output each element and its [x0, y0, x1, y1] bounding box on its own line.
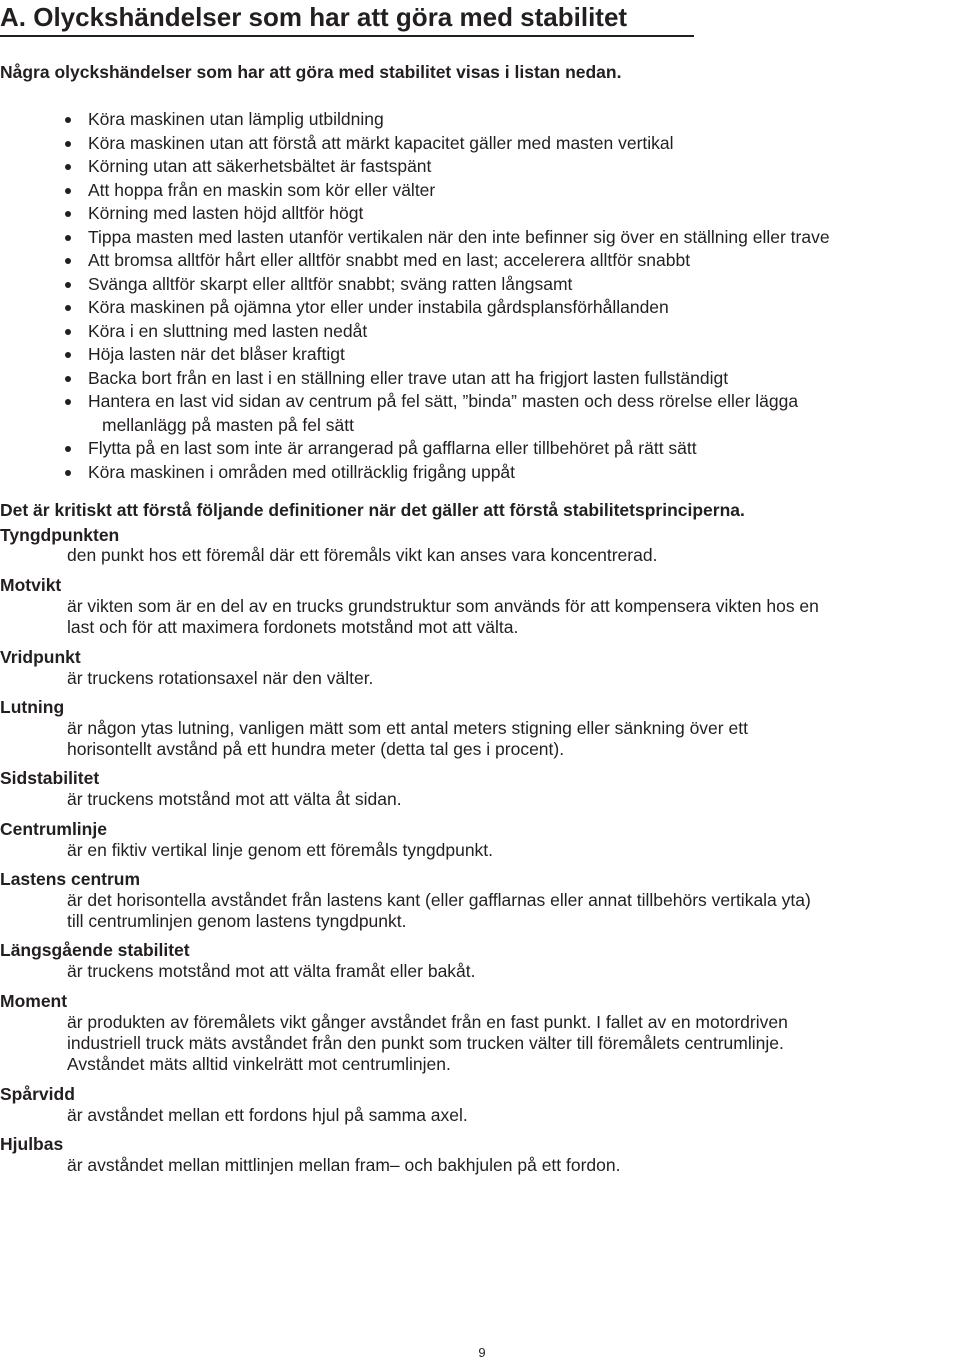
bullet-icon — [65, 305, 71, 311]
list-item-text: Köra maskinen i områden med otillräcklig frigång uppåt — [88, 461, 516, 482]
definition-term: Tyngdpunkten — [0, 525, 120, 545]
definition-term: Sidstabilitet — [0, 768, 100, 788]
list-item-text: Höja lasten när det blåser kraftigt — [88, 344, 345, 364]
bullet-icon — [65, 282, 71, 288]
definition-line: är avståndet mellan ett fordons hjul på samma axel. — [67, 1105, 468, 1125]
definition-line: är vikten som är en del av en trucks grundstruktur som används för att kompensera vikten hos en — [67, 596, 819, 616]
definition-text — [67, 840, 957, 861]
definition-line: till centrumlinjen genom lastens tyngdpunkt. — [67, 911, 407, 931]
definition-term: Moment — [0, 991, 68, 1011]
list-item-text: Tippa masten med lasten utanför vertikalen när den inte befinner sig över en ställning eller trave — [88, 226, 830, 247]
heading-underline — [0, 35, 694, 37]
bullet-icon — [65, 352, 71, 358]
bullet-icon — [65, 164, 71, 170]
definition-text — [67, 545, 957, 566]
definition-line: är det horisontella avståndet från lastens kant (eller gafflarnas eller annat tillbehörs vertikala yta) — [67, 890, 811, 910]
definition-term: Hjulbas — [0, 1134, 64, 1154]
definition-text — [67, 789, 957, 810]
accident-list — [63, 108, 960, 484]
list-item — [63, 108, 960, 132]
bullet-icon — [65, 470, 71, 476]
definition-text — [67, 890, 957, 932]
definition-line: är truckens motstånd mot att välta åt sidan. — [67, 789, 402, 809]
definition-term: Vridpunkt — [0, 647, 81, 667]
bullet-icon — [65, 399, 71, 405]
list-item-text: Köra maskinen på ojämna ytor eller under instabila gårdsplansförhållanden — [88, 297, 669, 317]
list-item-continuation: mellanlägg på masten på fel sätt — [102, 414, 354, 435]
list-item — [63, 249, 960, 273]
definition-text — [67, 1155, 957, 1176]
list-item-text: Svänga alltför skarpt eller alltför snabbt; sväng ratten långsamt — [88, 273, 573, 294]
bullet-icon — [65, 446, 71, 452]
bullet-icon — [65, 211, 71, 217]
definition-line: är en fiktiv vertikal linje genom ett föremåls tyngdpunkt. — [67, 840, 494, 860]
definition-line: är avståndet mellan mittlinjen mellan fram– och bakhjulen på ett fordon. — [67, 1155, 621, 1175]
bullet-icon — [65, 117, 71, 123]
definition-line: den punkt hos ett föremål där ett föremåls vikt kan anses vara koncentrerad. — [67, 545, 658, 565]
definition-text — [67, 1012, 957, 1075]
definition-line: horisontellt avstånd på ett hundra meter (detta tal ges i procent). — [67, 739, 565, 759]
definition-line: Avståndet mäts alltid vinkelrätt mot centrumlinjen. — [67, 1054, 451, 1074]
list-item — [63, 226, 960, 250]
list-item-text: Backa bort från en last i en ställning eller trave utan att ha frigjort lasten fullständigt — [88, 367, 729, 388]
bullet-icon — [65, 235, 71, 241]
list-item — [63, 367, 960, 391]
definition-term: Motvikt — [0, 575, 62, 595]
list-item — [63, 390, 960, 437]
list-item — [63, 179, 960, 203]
definition-line: last och för att maximera fordonets motstånd mot att välta. — [67, 617, 519, 637]
definition-text — [67, 1105, 957, 1126]
bullet-icon — [65, 329, 71, 335]
definition-line: är truckens motstånd mot att välta framåt eller bakåt. — [67, 961, 476, 981]
list-item-text: Köra maskinen utan att förstå att märkt kapacitet gäller med masten vertikal — [88, 132, 674, 153]
definition-term: Spårvidd — [0, 1084, 75, 1104]
definitions-intro: Det är kritiskt att förstå följande definitioner när det gäller att förstå stabilitetsprinciperna. — [0, 500, 745, 520]
list-item-text: Flytta på en last som inte är arrangerad på gafflarna eller tillbehöret på rätt sätt — [88, 438, 697, 458]
list-item-text: Körning med lasten höjd alltför högt — [88, 203, 364, 223]
definition-text — [67, 668, 957, 689]
definition-text — [67, 961, 957, 982]
definition-term: Längsgående stabilitet — [0, 940, 190, 960]
bullet-icon — [65, 258, 71, 264]
bullet-icon — [65, 376, 71, 382]
list-item — [63, 273, 960, 297]
page-number: 9 — [478, 1345, 486, 1360]
list-item — [63, 155, 960, 179]
bullet-icon — [65, 188, 71, 194]
list-item — [63, 437, 960, 461]
list-item-text: Att bromsa alltför hårt eller alltför snabbt med en last; accelerera alltför snabbt — [88, 250, 691, 270]
definition-text — [67, 596, 957, 638]
definition-term: Centrumlinje — [0, 819, 107, 839]
list-item-text: Hantera en last vid sidan av centrum på fel sätt, ”binda” masten och dess rörelse eller lägga — [88, 391, 799, 411]
list-item — [63, 296, 960, 320]
definition-line: är någon ytas lutning, vanligen mätt som ett antal meters stigning eller sänkning över ett — [67, 718, 748, 738]
list-item-text: Körning utan att säkerhetsbältet är fastspänt — [88, 156, 432, 176]
definition-line: industriell truck mäts avståndet från den punkt som trucken välter till föremålets centrumlinje. — [67, 1033, 784, 1053]
list-item — [63, 320, 960, 344]
list-item — [63, 343, 960, 367]
definition-term: Lastens centrum — [0, 869, 141, 889]
bullet-icon — [65, 141, 71, 147]
definition-text — [67, 718, 957, 760]
definition-term: Lutning — [0, 697, 65, 717]
list-item-text: Köra maskinen utan lämplig utbildning — [88, 109, 384, 129]
definition-line: är truckens rotationsaxel när den välter. — [67, 668, 374, 688]
list-item — [63, 132, 960, 156]
section-heading: A. Olyckshändelser som har att göra med stabilitet — [0, 2, 628, 32]
list-item — [63, 461, 960, 485]
list-item-text: Köra i en sluttning med lasten nedåt — [88, 320, 368, 341]
definition-line: är produkten av föremålets vikt gånger avståndet från en fast punkt. I fallet av en motordriven — [67, 1012, 788, 1032]
intro-text: Några olyckshändelser som har att göra med stabilitet visas i listan nedan. — [0, 62, 622, 82]
list-item — [63, 202, 960, 226]
list-item-text: Att hoppa från en maskin som kör eller välter — [88, 179, 436, 200]
